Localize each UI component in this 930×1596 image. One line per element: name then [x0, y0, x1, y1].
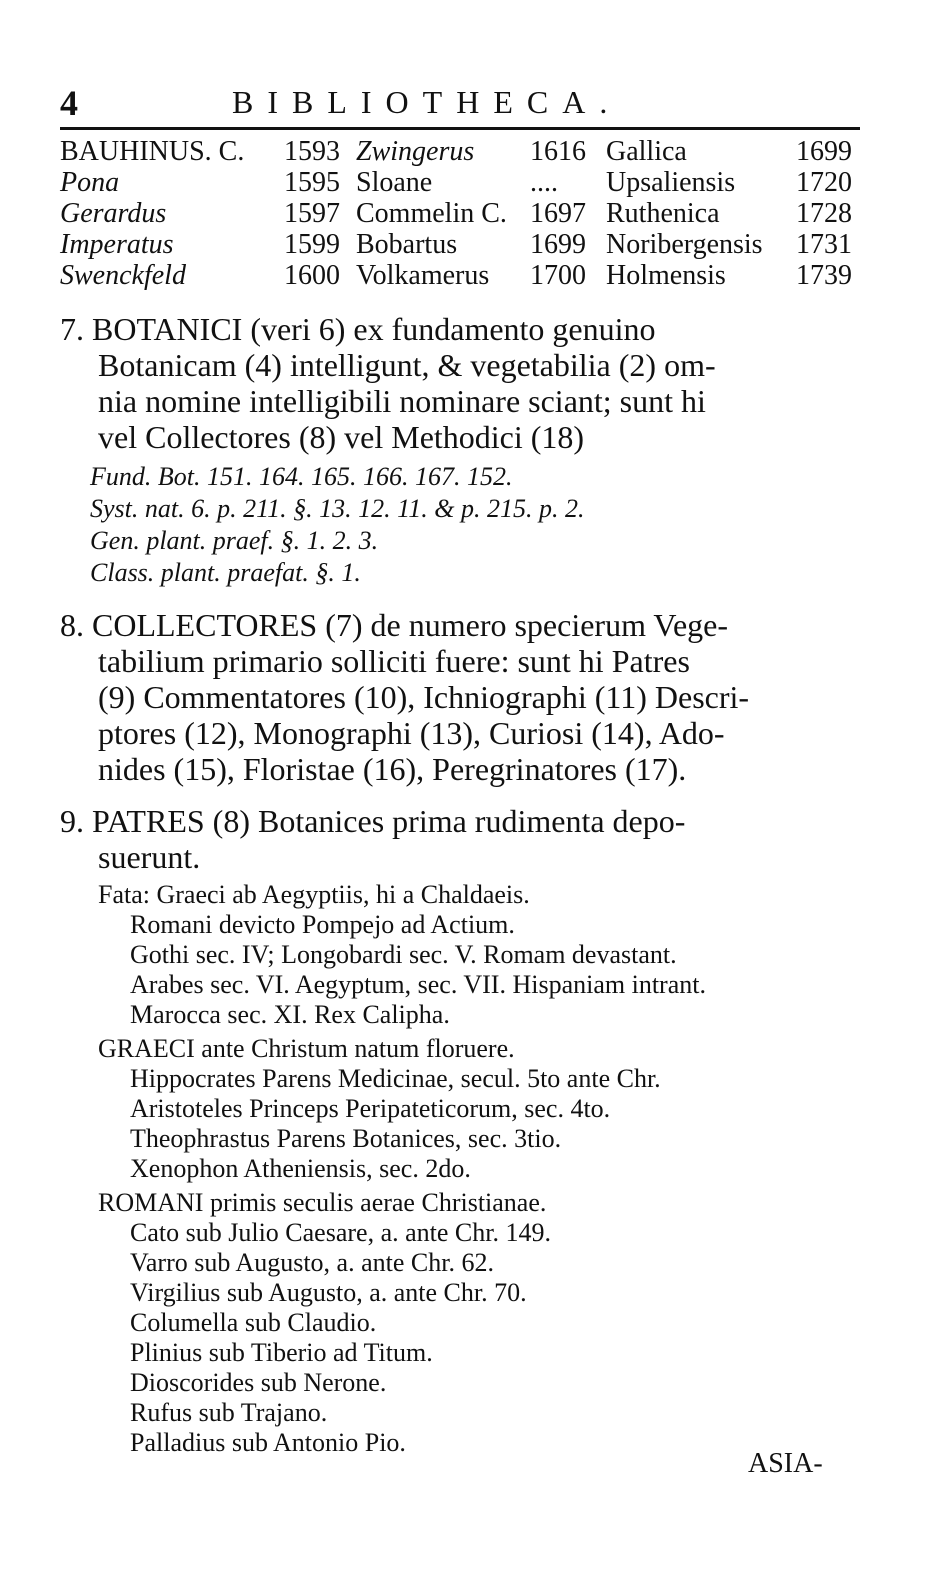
table-cell: Zwingerus [356, 136, 475, 167]
romani-line: Dioscorides sub Nerone. [130, 1368, 387, 1397]
table-row [60, 260, 860, 291]
table-row [60, 167, 860, 198]
fata-line: Gothi sec. IV; Longobardi sec. V. Romam devastant. [130, 940, 677, 969]
para7-line: 7. BOTANICI (veri 6) ex fundamento genuino [60, 311, 656, 347]
table-cell: 1616 [530, 136, 586, 167]
para7-ref: Syst. nat. 6. p. 211. §. 13. 12. 11. & p. 215. p. 2. [90, 494, 585, 523]
para8-line: ptores (12), Monographi (13), Curiosi (14), Ado- [98, 715, 725, 751]
table-cell: 1597 [284, 198, 340, 229]
table-cell: 1699 [796, 136, 852, 167]
table-cell: 1599 [284, 229, 340, 260]
romani-line: ROMANI primis seculis aerae Christianae. [98, 1188, 547, 1217]
table-cell: Gallica [606, 136, 687, 167]
romani-line: Cato sub Julio Caesare, a. ante Chr. 149. [130, 1218, 551, 1247]
table-cell: Noribergensis [606, 229, 763, 260]
table-cell: Imperatus [60, 229, 174, 260]
table-cell: Holmensis [606, 260, 726, 291]
para7-ref: Fund. Bot. 151. 164. 165. 166. 167. 152. [90, 462, 513, 491]
page-number: 4 [60, 83, 78, 123]
table-cell: Bobartus [356, 229, 458, 260]
table-cell: 1728 [796, 198, 852, 229]
romani-line: Rufus sub Trajano. [130, 1398, 328, 1427]
graeci-line: Theophrastus Parens Botanices, sec. 3tio. [130, 1124, 562, 1153]
catchword: ASIA- [748, 1448, 823, 1479]
romani-line: Plinius sub Tiberio ad Titum. [130, 1338, 433, 1367]
para7-ref: Class. plant. praefat. §. 1. [90, 558, 361, 587]
romani-line: Virgilius sub Augusto, a. ante Chr. 70. [130, 1278, 527, 1307]
table-cell: .... [530, 167, 558, 198]
fata-line: Marocca sec. XI. Rex Calipha. [130, 1000, 450, 1029]
table-cell: Gerardus [60, 198, 167, 229]
table-cell: Commelin C. [356, 198, 507, 229]
graeci-line: Hippocrates Parens Medicinae, secul. 5to ante Chr. [130, 1064, 661, 1093]
table-row [60, 229, 860, 260]
table-cell: Upsaliensis [606, 167, 736, 198]
para7-line: nia nomine intelligibili nominare sciant; sunt hi [98, 383, 706, 419]
table-cell: Ruthenica [606, 198, 720, 229]
table-row [60, 136, 860, 167]
para8-line: 8. COLLECTORES (7) de numero specierum Vege- [60, 607, 729, 643]
fata-line: Fata: Graeci ab Aegyptiis, hi a Chaldaeis. [98, 880, 530, 909]
para8-line: tabilium primario solliciti fuere: sunt hi Patres [98, 643, 690, 679]
para8-line: nides (15), Floristae (16), Peregrinatores (17). [98, 751, 687, 787]
table-cell: 1600 [284, 260, 340, 291]
table-row [60, 198, 860, 229]
romani-line: Palladius sub Antonio Pio. [130, 1428, 406, 1457]
para7-line: Botanicam (4) intelligunt, & vegetabilia (2) om- [98, 347, 716, 383]
table-cell: 1697 [530, 198, 586, 229]
para7-line: vel Collectores (8) vel Methodici (18) [98, 419, 585, 455]
para7-ref: Gen. plant. praef. §. 1. 2. 3. [90, 526, 379, 555]
table-cell: BAUHINUS. C. [60, 136, 245, 167]
names-table [60, 136, 860, 291]
graeci-line: GRAECI ante Christum natum floruere. [98, 1034, 515, 1063]
table-cell: 1700 [530, 260, 586, 291]
para9-line: 9. PATRES (8) Botanices prima rudimenta depo- [60, 803, 686, 839]
table-cell: 1699 [530, 229, 586, 260]
table-cell: 1739 [796, 260, 852, 291]
table-cell: Pona [60, 167, 120, 198]
romani-line: Varro sub Augusto, a. ante Chr. 62. [130, 1248, 494, 1277]
table-cell: Swenckfeld [60, 260, 186, 291]
table-cell: 1593 [284, 136, 340, 167]
table-cell: Sloane [356, 167, 433, 198]
table-cell: Volkamerus [356, 260, 490, 291]
fata-line: Romani devicto Pompejo ad Actium. [130, 910, 515, 939]
table-cell: 1720 [796, 167, 852, 198]
graeci-line: Xenophon Atheniensis, sec. 2do. [130, 1154, 471, 1183]
running-title: BIBLIOTHECA. [232, 84, 622, 120]
para9-line: suerunt. [98, 839, 201, 875]
table-cell: 1595 [284, 167, 340, 198]
romani-line: Columella sub Claudio. [130, 1308, 377, 1337]
table-cell: 1731 [796, 229, 852, 260]
para8-line: (9) Commentatores (10), Ichniographi (11) Descri- [98, 679, 750, 715]
header-rule [60, 127, 860, 130]
graeci-line: Aristoteles Princeps Peripateticorum, sec. 4to. [130, 1094, 611, 1123]
fata-line: Arabes sec. VI. Aegyptum, sec. VII. Hispaniam intrant. [130, 970, 706, 999]
